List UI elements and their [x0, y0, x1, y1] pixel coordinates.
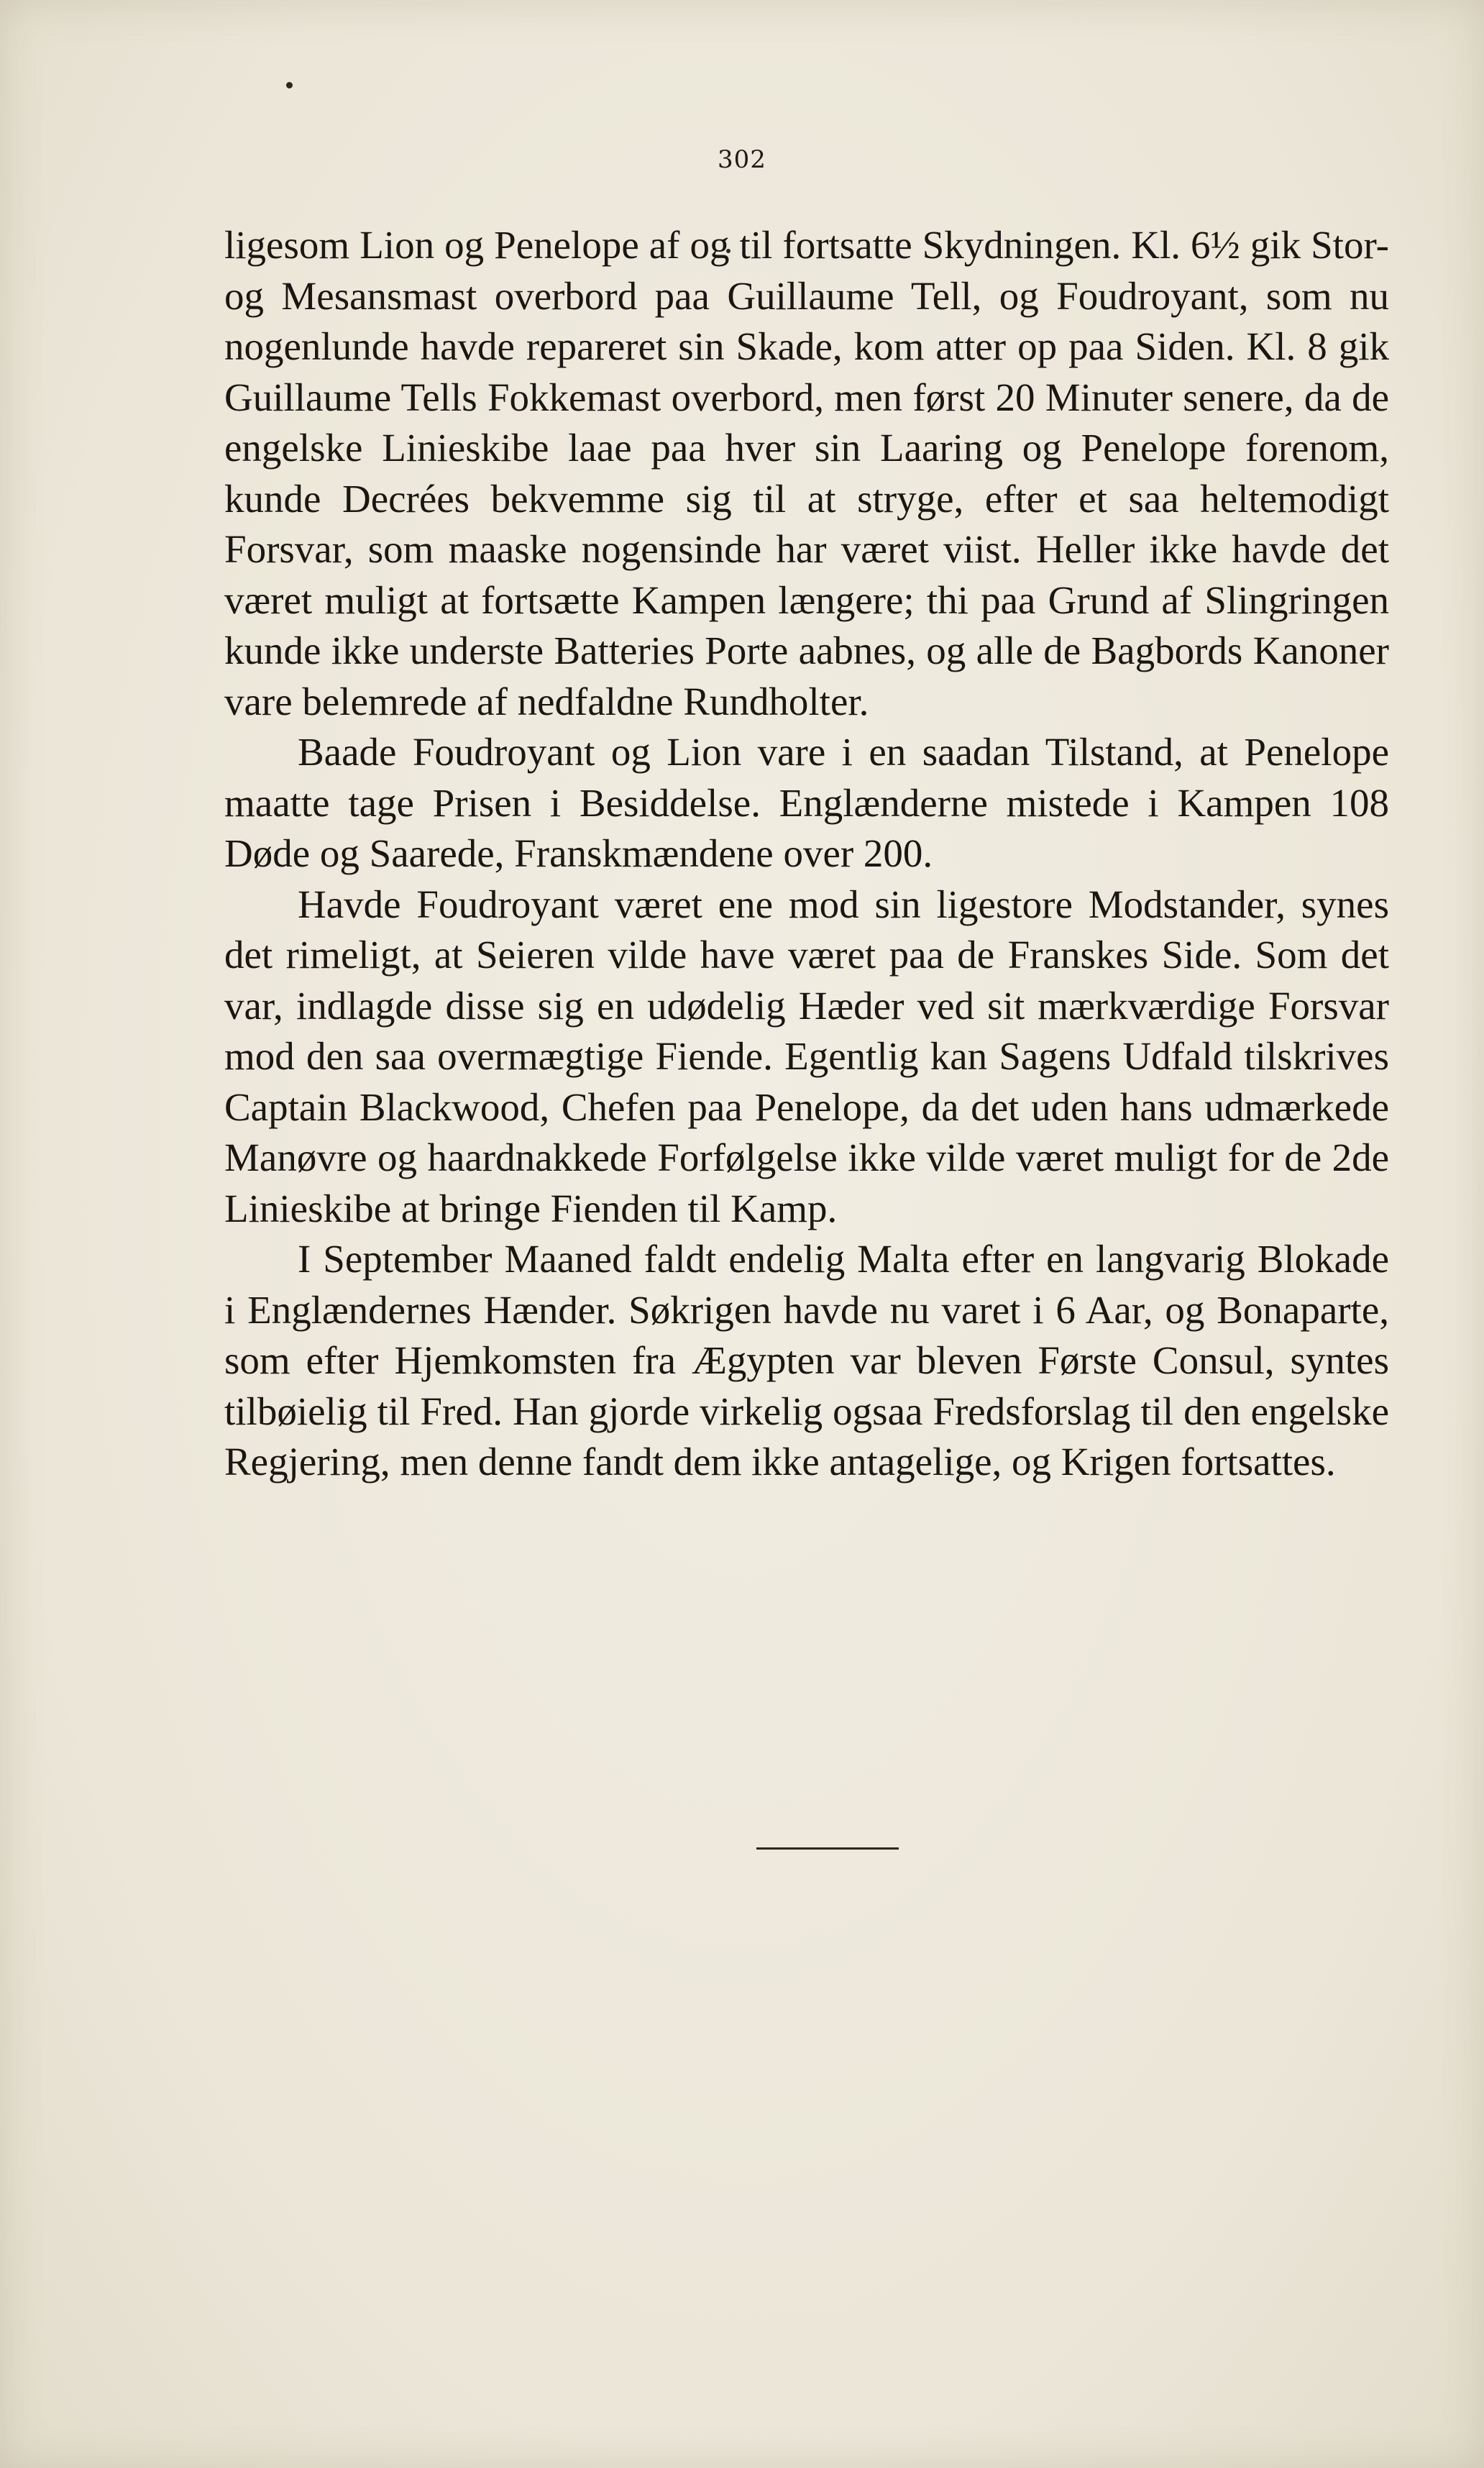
paragraph-3: Havde Foudroyant været ene mod sin ligestore Modstander, synes det rimeligt, at Seieren vilde have været paa de Franskes Side. Som det var, indlagde disse sig en udødelig Hæder ved sit mærkværdige Forsvar mod den saa overmægtige Fiende. Egentlig kan Sagens Udfald tilskrives Captain Blackwood, Chefen paa Penelope, da det uden hans udmærkede Manøvre og haardnakkede Forfølgelse ikke vilde været muligt for de 2de Linieskibe at bringe Fienden til Kamp. [224, 882, 1389, 1230]
paragraph-4: I September Maaned faldt endelig Malta efter en langvarig Blokade i Englændernes Hænder. Søkrigen havde nu varet i 6 Aar, og Bonaparte, som efter Hjemkomsten fra Ægypten var bleven Første Consul, syntes tilbøielig til Fred. Han gjorde virkelig ogsaa Fredsforslag til den engelske Regjering, men denne fandt dem ikke antagelige, og Krigen fortsattes. [224, 1237, 1389, 1484]
body-text [224, 220, 1389, 1488]
section-divider [756, 1847, 899, 1850]
ink-speck [286, 82, 293, 88]
paragraph-2: Baade Foudroyant og Lion vare i en saadan Tilstand, at Penelope maatte tage Prisen i Besiddelse. Englænderne mistede i Kampen 108 Døde og Saarede, Franskmændene over 200. [224, 730, 1389, 875]
page-number: 302 [718, 145, 766, 174]
paragraph-1: ligesom Lion og Penelope af og til fortsatte Skydningen. Kl. 6½ gik Stor- og Mesansmast overbord paa Guillaume Tell, og Foudroyant, som nu nogenlunde havde repareret sin Skade, kom atter op paa Siden. Kl. 8 gik Guillaume Tells Fokkemast overbord, men først 20 Minuter senere, da de engelske Linieskibe laae paa hver sin Laaring og Penelope forenom, kunde Decrées bekvemme sig til at stryge, efter et saa heltemodigt Forsvar, som maaske nogensinde har været viist. Heller ikke havde det været muligt at fortsætte Kampen længere; thi paa Grund af Slingringen kunde ikke underste Batteries Porte aabnes, og alle de Bagbords Kanoner vare belemrede af nedfaldne Rundholter. [224, 223, 1389, 723]
